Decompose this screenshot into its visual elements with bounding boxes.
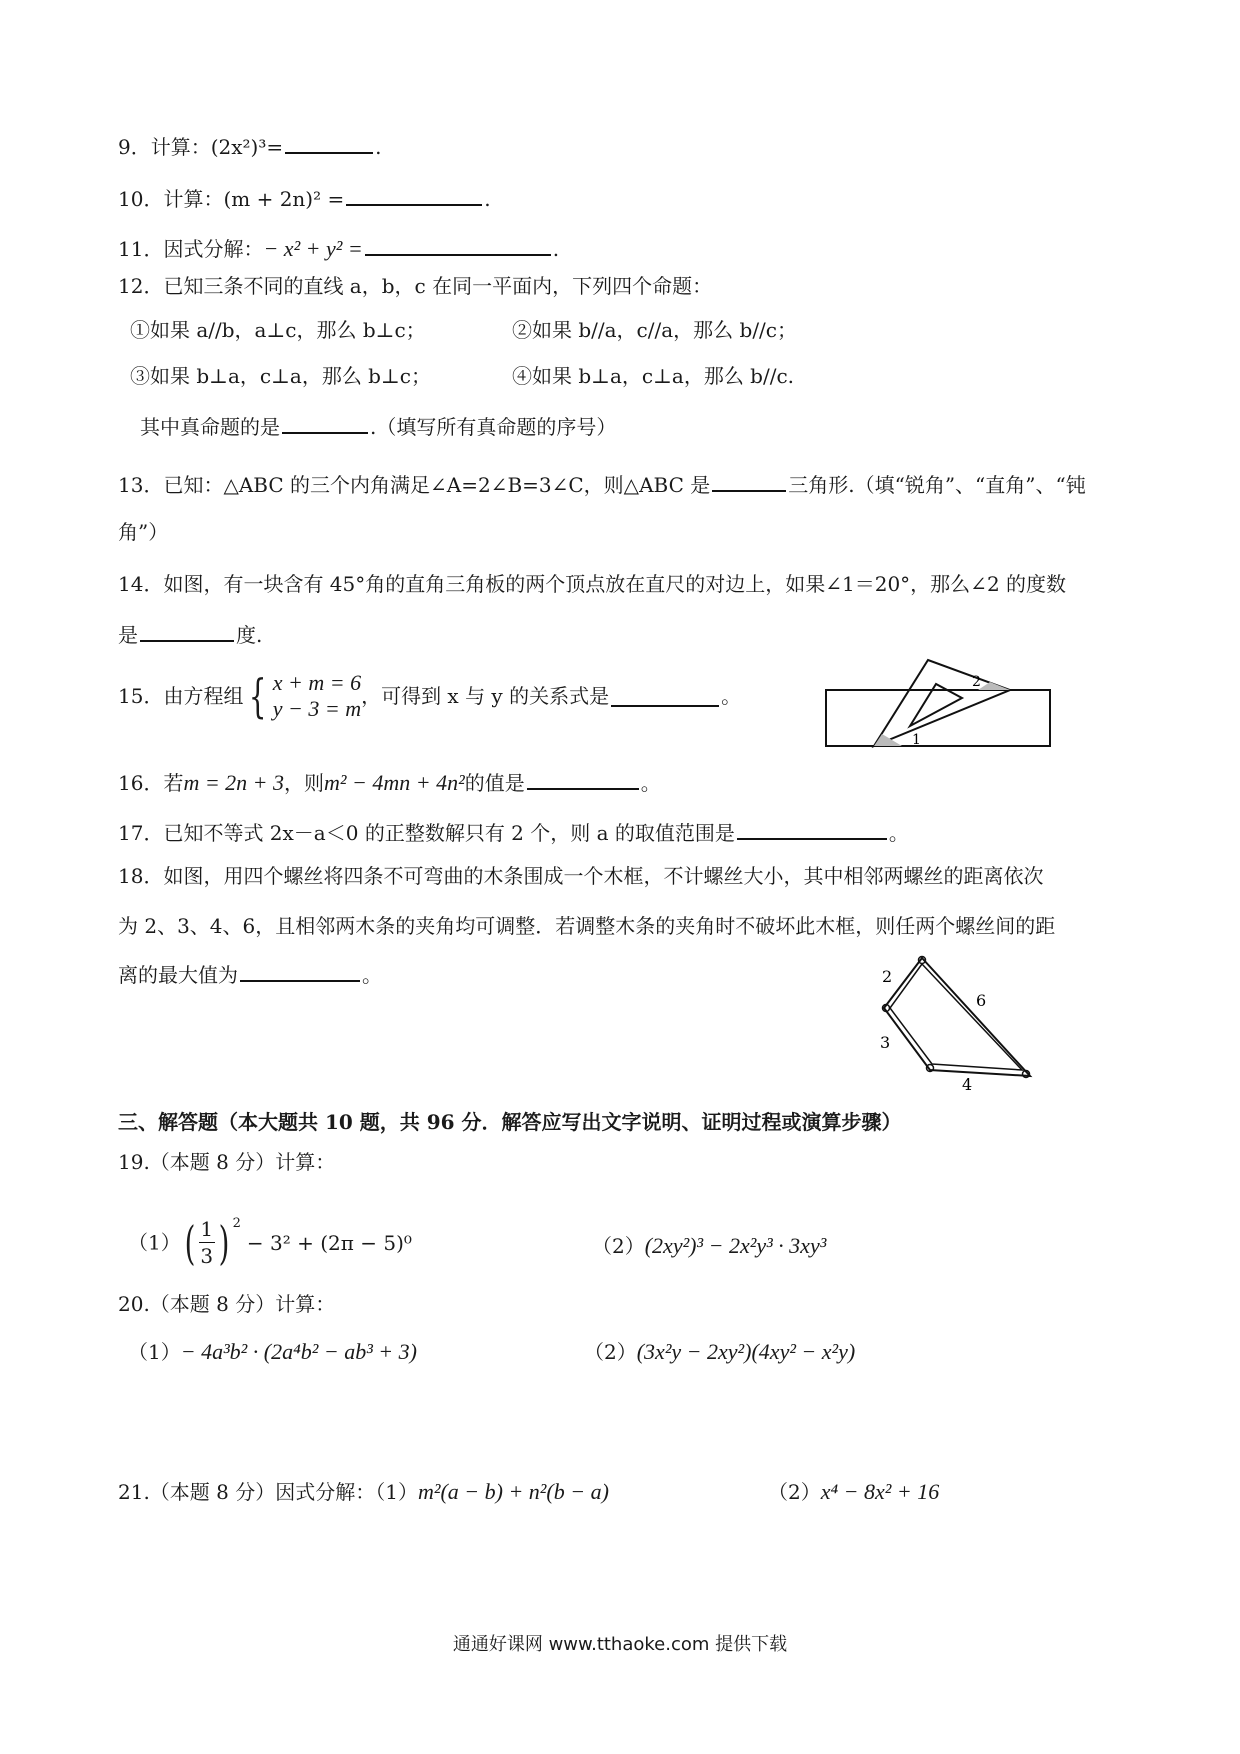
q19-part2 bbox=[592, 1232, 826, 1260]
q20-p1-label: （1） bbox=[128, 1340, 181, 1364]
q16-text-d: 。 bbox=[640, 771, 661, 795]
q15-text-c: 。 bbox=[721, 684, 742, 708]
q17-answer-blank[interactable] bbox=[737, 818, 887, 840]
q16-text-a: 16．若 bbox=[118, 771, 184, 795]
q19-p1-label: （1） bbox=[128, 1230, 181, 1255]
frame-length-6: 6 bbox=[976, 991, 987, 1010]
q10-label: 10．计算： bbox=[118, 187, 224, 211]
question-18-line2: 为 2、3、4、6，且相邻两木条的夹角均可调整．若调整木条的夹角时不破坏此木框，则任两个螺丝间的距 bbox=[118, 914, 1056, 938]
q10-end: . bbox=[484, 187, 491, 211]
q20-p1-expr: − 4a³b² · (2a⁴b² − ab³ + 3) bbox=[180, 1339, 417, 1364]
q10-answer-blank[interactable] bbox=[346, 184, 482, 206]
frame-length-2: 2 bbox=[882, 967, 893, 986]
q9-label: 9．计算： bbox=[118, 135, 211, 159]
q14-text-c: 度. bbox=[236, 623, 263, 647]
q19-p1-rest: − 3² + (2π − 5)⁰ bbox=[246, 1230, 412, 1255]
q9-answer-blank[interactable] bbox=[285, 132, 373, 154]
q21-part2 bbox=[768, 1478, 939, 1506]
frame-outer bbox=[884, 958, 1030, 1076]
question-18-line3 bbox=[118, 960, 382, 989]
q11-answer-blank[interactable] bbox=[365, 234, 551, 256]
q16-condition: m = 2n + 3 bbox=[183, 770, 285, 795]
q12-tail-a: 其中真命题的是 bbox=[140, 415, 280, 439]
q15-eq2: y − 3 = m bbox=[272, 696, 362, 721]
question-10 bbox=[118, 184, 491, 213]
q19-frac-num: 1 bbox=[200, 1217, 214, 1241]
q11-end: . bbox=[552, 237, 560, 261]
q21-p1-expr: m²(a − b) + n²(b − a) bbox=[417, 1479, 609, 1504]
q19-frac-den: 3 bbox=[200, 1244, 214, 1268]
question-15 bbox=[118, 670, 741, 722]
question-14-text-a: 14．如图，有一块含有 45°角的直角三角板的两个顶点放在直尺的对边上，如果∠1＝20°，那么∠2 的度数 bbox=[118, 572, 1067, 596]
question-17 bbox=[118, 818, 909, 847]
q14-answer-blank[interactable] bbox=[140, 620, 234, 642]
question-18-line1: 18．如图，用四个螺丝将四条不可弯曲的木条围成一个木框，不计螺丝大小，其中相邻两螺丝的距离依次 bbox=[118, 864, 1044, 888]
q17-text-b: 。 bbox=[888, 821, 909, 845]
q12-proposition-1: ①如果 a//b，a⊥c，那么 b⊥c； bbox=[130, 318, 426, 342]
q15-text-a: 15．由方程组 bbox=[118, 684, 244, 708]
q20-p2-label: （2） bbox=[584, 1340, 637, 1364]
q18-text-c: 离的最大值为 bbox=[118, 963, 238, 987]
q12-tail-b: .（填写所有真命题的序号） bbox=[370, 415, 617, 439]
q15-text-b: ，可得到 x 与 y 的关系式是 bbox=[361, 684, 610, 708]
q19-fraction bbox=[199, 1218, 215, 1267]
q13-text-c: 角”） bbox=[118, 520, 169, 544]
q12-proposition-3: ③如果 b⊥a，c⊥a，那么 b⊥c； bbox=[130, 364, 431, 388]
q18-answer-blank[interactable] bbox=[240, 960, 360, 982]
frame-inner bbox=[890, 964, 1022, 1070]
q16-text-c: 的值是 bbox=[464, 771, 525, 795]
q10-expr: (m + 2n)² = bbox=[223, 187, 345, 211]
ruler-shape bbox=[826, 690, 1050, 746]
q12-tail bbox=[140, 412, 616, 441]
frame-length-4: 4 bbox=[962, 1075, 973, 1090]
q13-text-b: 三角形.（填“锐角”、“直角”、“钝 bbox=[788, 473, 1086, 497]
question-21 bbox=[118, 1478, 609, 1506]
q16-expr: m² − 4mn + 4n² bbox=[324, 770, 465, 795]
q16-text-b: ，则 bbox=[284, 771, 325, 795]
page-footer: 通通好课网 www.tthaoke.com 提供下载 bbox=[452, 1634, 788, 1655]
q15-brace: { bbox=[249, 669, 267, 723]
question-19-head: 19.（本题 8 分）计算： bbox=[118, 1150, 336, 1174]
q13-answer-blank[interactable] bbox=[712, 470, 786, 492]
question-16 bbox=[118, 768, 661, 797]
q15-answer-blank[interactable] bbox=[611, 685, 719, 707]
q19-p2-label: （2） bbox=[592, 1234, 645, 1258]
q15-eq1: x + m = 6 bbox=[272, 670, 362, 695]
q21-head: 21.（本题 8 分）因式分解：（1） bbox=[118, 1480, 418, 1504]
question-9 bbox=[118, 132, 382, 161]
question-14-line2 bbox=[118, 620, 262, 649]
q19-left-paren: ( bbox=[184, 1215, 196, 1270]
q9-end: . bbox=[375, 135, 382, 159]
q11-label: 11．因式分解： bbox=[118, 237, 264, 261]
triangle-outer bbox=[874, 660, 1010, 746]
q19-right-paren: ) bbox=[218, 1215, 230, 1270]
q15-system bbox=[273, 670, 361, 722]
q13-text-a: 13．已知：△ABC 的三个内角满足∠A=2∠B=3∠C，则△ABC 是 bbox=[118, 473, 711, 497]
q19-exp: 2 bbox=[232, 1216, 241, 1231]
section-3-heading: 三、解答题（本大题共 10 题，共 96 分．解答应写出文字说明、证明过程或演算步骤） bbox=[118, 1110, 902, 1134]
figure-ruler-triangle bbox=[820, 656, 1070, 748]
q19-part1 bbox=[128, 1215, 412, 1270]
question-20-head: 20.（本题 8 分）计算： bbox=[118, 1292, 336, 1316]
q18-text-d: 。 bbox=[362, 963, 382, 987]
frame-length-3: 3 bbox=[880, 1033, 891, 1052]
q9-expr: (2x²)³= bbox=[210, 135, 284, 159]
q16-answer-blank[interactable] bbox=[527, 768, 639, 790]
q14-text-b: 是 bbox=[118, 623, 138, 647]
q17-text-a: 17．已知不等式 2x－a＜0 的正整数解只有 2 个，则 a 的取值范围是 bbox=[118, 821, 735, 845]
q12-proposition-2: ②如果 b//a，c//a，那么 b//c； bbox=[512, 318, 797, 342]
figure-wooden-frame bbox=[860, 948, 1050, 1090]
q21-p2-label: （2） bbox=[768, 1480, 821, 1504]
q11-expr: − x² + y² = bbox=[263, 236, 363, 261]
q20-p2-expr: (3x²y − 2xy²)(4xy² − x²y) bbox=[636, 1339, 856, 1364]
q21-p2-expr: x⁴ − 8x² + 16 bbox=[820, 1479, 940, 1504]
question-13 bbox=[118, 470, 1086, 499]
question-11 bbox=[118, 234, 559, 263]
q19-p2-expr: (2xy²)³ − 2x²y³ · 3xy³ bbox=[644, 1233, 827, 1258]
angle-label-1: 1 bbox=[912, 732, 921, 748]
q20-part2 bbox=[584, 1338, 855, 1366]
angle-label-2: 2 bbox=[972, 674, 981, 690]
question-12-stem: 12．已知三条不同的直线 a，b，c 在同一平面内，下列四个命题： bbox=[118, 274, 713, 298]
q12-answer-blank[interactable] bbox=[282, 412, 368, 434]
q12-proposition-4: ④如果 b⊥a，c⊥a，那么 b//c. bbox=[512, 364, 795, 388]
q20-part1 bbox=[128, 1338, 417, 1366]
